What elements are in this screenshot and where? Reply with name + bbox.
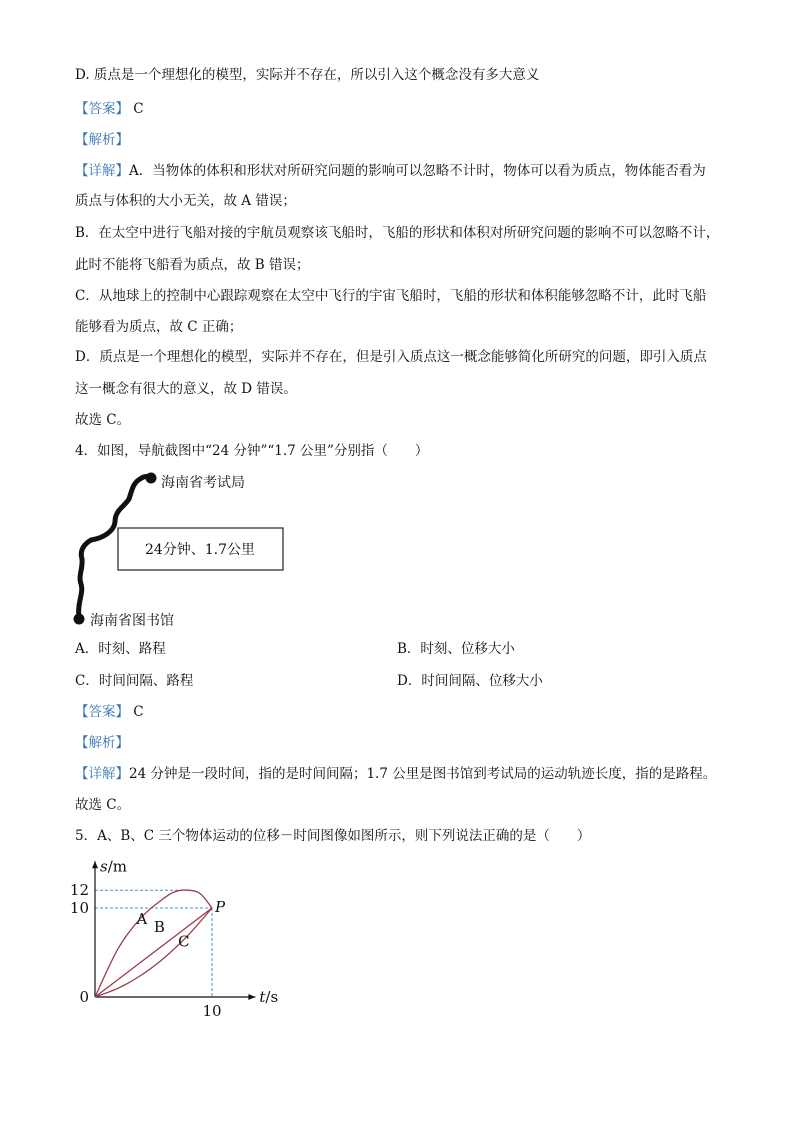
q4-answer-line [75,703,144,721]
q4-option-a: A．时刻、路程 [75,641,166,657]
displacement-time-chart [60,850,290,1025]
end-point-marker [74,614,85,625]
detail-text: 24 分钟是一段时间，指的是时间间隔；1.7 公里是图书馆到考试局的运动轨迹长度，指的是路程。 [129,766,717,782]
detail-tag: 【详解】 [75,766,129,782]
q3-conclusion: 故选 C。 [75,412,131,428]
detail-text: A．当物体的体积和形状对所研究问题的影响可以忽略不计时，物体可以看为质点，物体能否看为 [129,163,706,179]
series-label-a: A [136,910,148,929]
q3-detail-line-4: 此时不能将飞船看为质点，故 B 错误； [75,257,310,273]
answer-tag: 【答案】 [75,101,129,117]
x-tick-label-10: 10 [202,1002,222,1020]
detail-tag: 【详解】 [75,163,129,179]
q3-detail-line-6: 能够看为质点，故 C 正确； [75,319,243,335]
answer-value: C [133,704,144,720]
q4-option-c: C．时间间隔、路程 [75,673,194,689]
series-label-b: B [153,918,165,937]
point-label-p: P [215,898,226,916]
q3-detail-line-5: C．从地球上的控制中心跟踪观察在太空中飞行的宇宙飞船时，飞船的形状和体积能够忽略不计，此时飞船 [75,288,707,304]
series-label-c: C [178,932,190,951]
analysis-tag: 【解析】 [75,132,129,148]
q4-conclusion: 故选 C。 [75,797,131,813]
answer-value: C [133,101,144,117]
answer-tag: 【答案】 [75,704,129,720]
q3-detail-line-3: B．在太空中进行飞船对接的宇航员观察该飞船时，飞船的形状和体积对所研究问题的影响不可以忽略不计， [75,225,720,241]
x-axis-title: t/s [259,988,279,1006]
y-axis-arrow [92,861,98,868]
q4-stem: 4．如图，导航截图中“24 分钟”“1.7 公里”分别指（ ） [75,443,429,459]
q5-stem: 5．A、B、C 三个物体运动的位移－时间图像如图所示，则下列说法正确的是（ ） [75,828,591,844]
q3-detail-line-1 [75,162,706,180]
series-line-a [95,890,212,997]
q4-detail-line [75,765,716,783]
x-axis-arrow [248,994,255,1000]
start-point-marker [146,473,157,484]
route-info-text: 24分钟、1.7公里 [144,542,256,558]
q3-detail-line-2: 质点与体积的大小无关，故 A 错误； [75,193,296,209]
q3-answer-line [75,100,144,118]
q3-option-d: D. 质点是一个理想化的模型，实际并不存在，所以引入这个概念没有多大意义 [75,67,540,83]
q4-option-b: B．时刻、位移大小 [397,641,515,657]
q3-detail-line-7: D．质点是一个理想化的模型，实际并不存在，但是引入质点这一概念能够简化所研究的问题，即引入质点 [75,349,707,365]
y-tick-label-10: 10 [69,899,89,917]
q4-option-d: D．时间间隔、位移大小 [397,673,543,689]
start-label: 海南省考试局 [161,475,245,491]
origin-label: 0 [79,988,89,1006]
y-tick-label-12: 12 [69,881,89,900]
q3-detail-line-8: 这一概念有很大的意义，故 D 错误。 [75,381,297,397]
y-axis-title: s/m [100,857,127,876]
end-label: 海南省图书馆 [90,613,174,629]
navigation-map-figure [60,465,300,635]
analysis-tag: 【解析】 [75,735,129,751]
